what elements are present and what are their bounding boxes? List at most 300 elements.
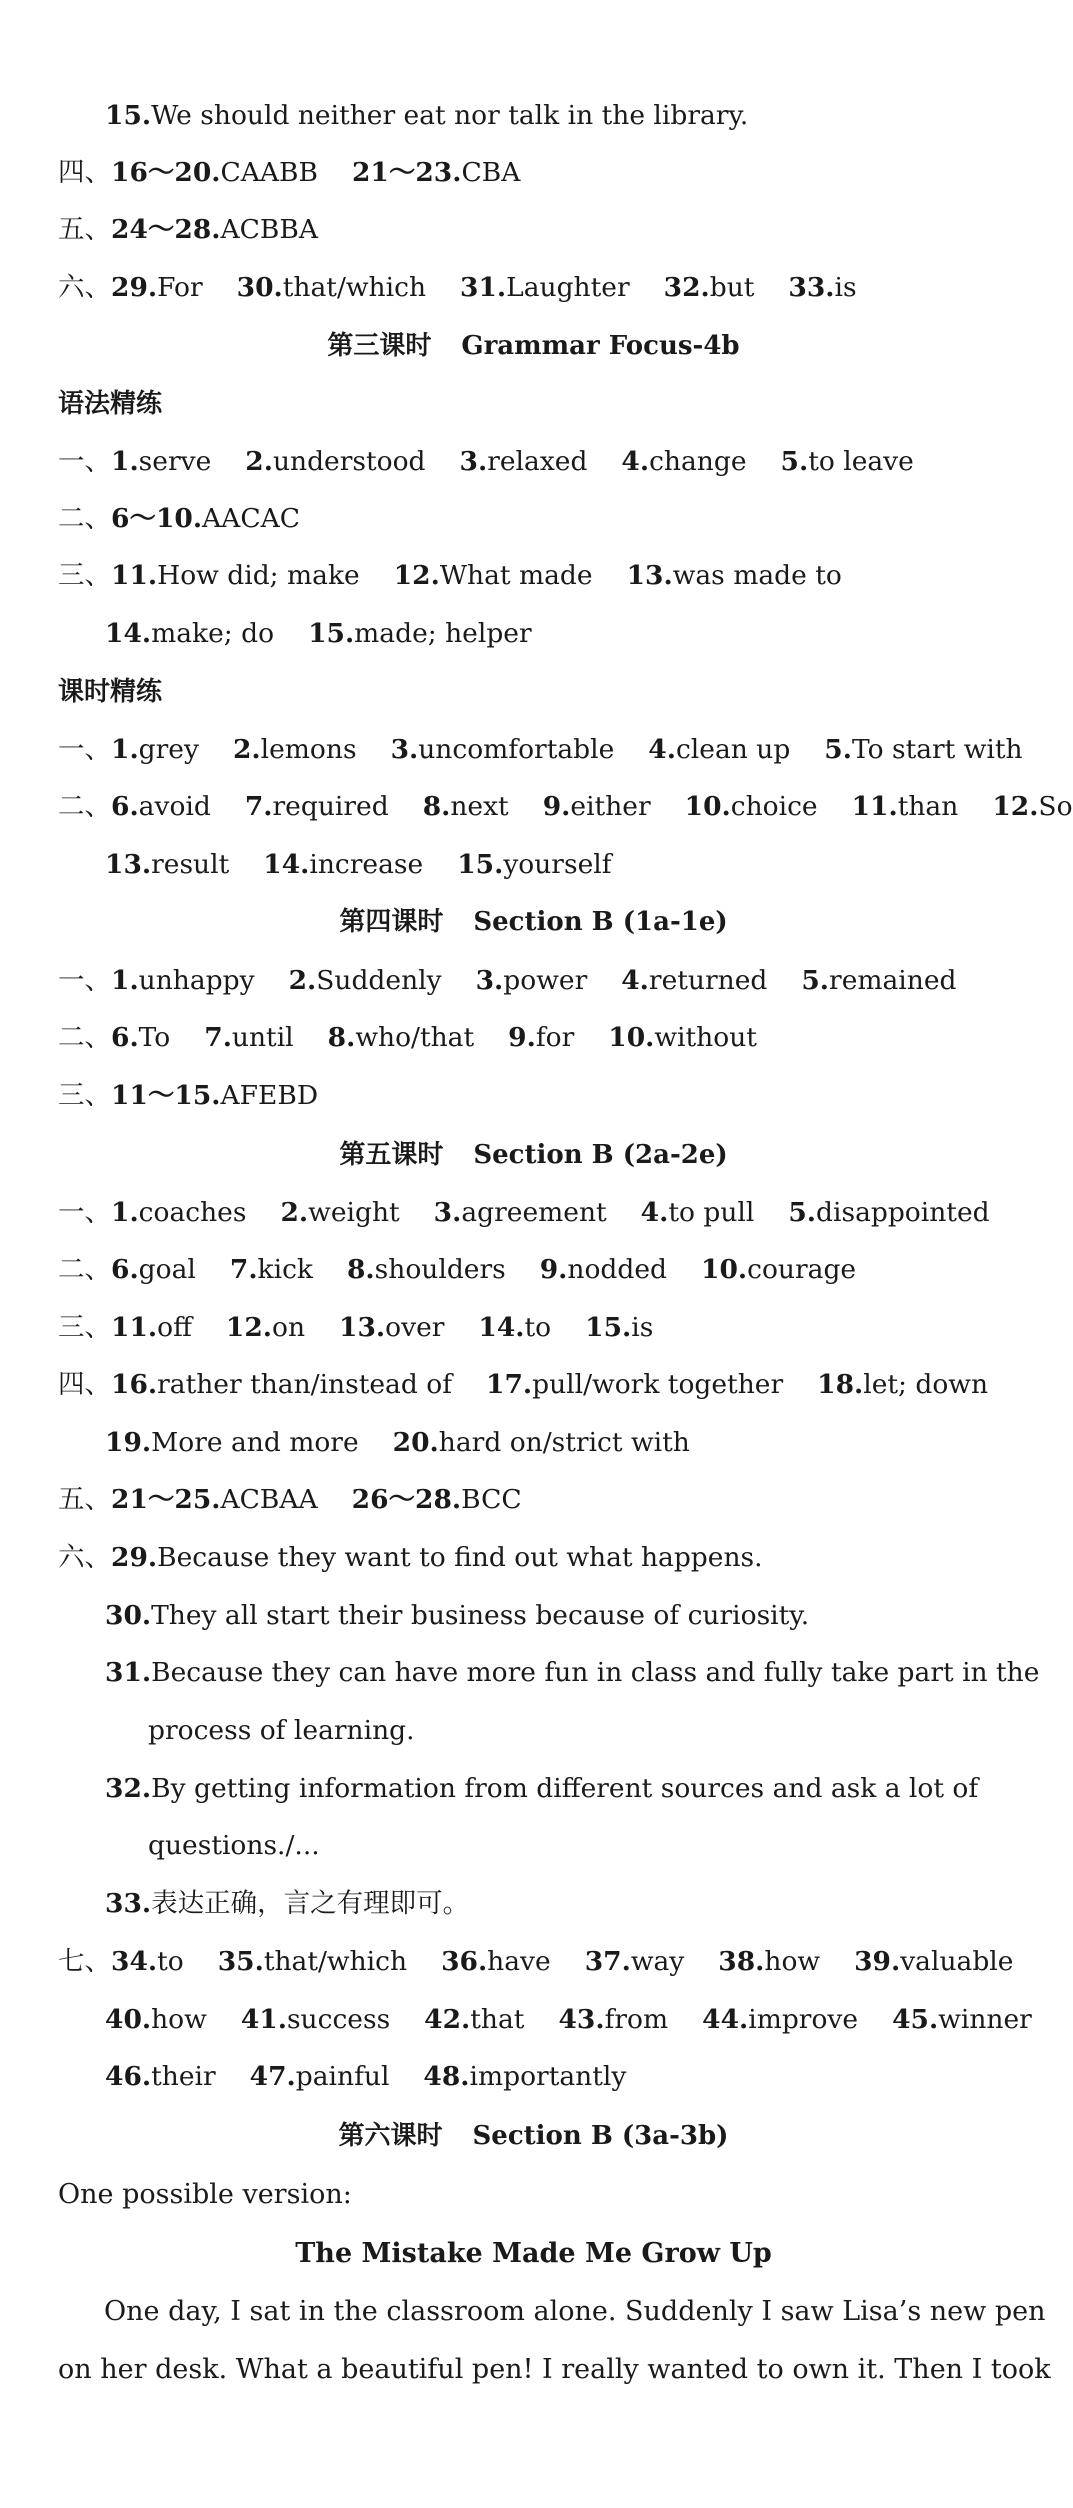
- question-number: 29.: [111, 1542, 158, 1573]
- answer-line: [105, 2059, 626, 2095]
- answer-item: [245, 791, 389, 822]
- question-number: 2.: [232, 734, 261, 765]
- answer-item: [111, 1484, 318, 1515]
- answer-text: off: [157, 1312, 192, 1343]
- question-number: 26～28.: [351, 1484, 462, 1515]
- answer-text: returned: [648, 965, 768, 996]
- answer-item: [424, 2004, 524, 2035]
- answer-item: [801, 965, 956, 996]
- question-number: 21～25.: [111, 1484, 221, 1515]
- answer-text: Because they want to find out what happens.: [157, 1542, 763, 1573]
- answer-item: [230, 1254, 313, 1285]
- answer-item: [289, 965, 442, 996]
- question-number: 11～15.: [111, 1080, 221, 1111]
- question-number: 39.: [854, 1946, 901, 1977]
- answer-line: [148, 1713, 415, 1749]
- answer-item: [391, 734, 615, 765]
- question-number: 10.: [684, 791, 731, 822]
- answer-text: way: [630, 1946, 685, 1977]
- part-label: 四、: [58, 1369, 111, 1400]
- question-number: 35.: [217, 1946, 264, 1977]
- answer-item: [585, 1946, 685, 1977]
- answer-text: nodded: [567, 1254, 668, 1285]
- question-number: 6.: [111, 1022, 139, 1053]
- answer-item: [241, 2004, 390, 2035]
- essay-intro: One possible version:: [58, 2179, 352, 2210]
- answer-line: [58, 1195, 990, 1231]
- question-number: 21～23.: [351, 157, 462, 188]
- question-number: 15.: [308, 618, 355, 649]
- answer-text: have: [487, 1946, 551, 1977]
- answer-line: [105, 1425, 690, 1461]
- answer-line: [58, 558, 842, 594]
- answer-text: pull/work together: [532, 1369, 784, 1400]
- answer-text: painful: [295, 2061, 390, 2092]
- question-number: 5.: [788, 1197, 817, 1228]
- answer-text: disappointed: [816, 1197, 990, 1228]
- question-number: 4.: [648, 734, 676, 765]
- answer-line: [58, 1367, 988, 1403]
- answer-text: Suddenly: [316, 965, 442, 996]
- part-label: 五、: [58, 1484, 111, 1515]
- answer-text: is: [631, 1312, 654, 1343]
- question-number: 30.: [236, 272, 283, 303]
- answer-item: [328, 1022, 474, 1053]
- answer-item: [233, 734, 357, 765]
- answer-item: [111, 272, 203, 303]
- answer-line: [58, 789, 1073, 825]
- answer-item: [280, 1197, 399, 1228]
- question-number: 9.: [539, 1254, 568, 1285]
- question-number: 6～10.: [111, 503, 203, 534]
- answer-line: [105, 1655, 1039, 1691]
- answer-text: but: [709, 272, 755, 303]
- answer-text: unhappy: [138, 965, 255, 996]
- answer-item: [543, 791, 651, 822]
- question-number: 11.: [851, 791, 898, 822]
- question-number: 1.: [111, 965, 139, 996]
- answer-text: More and more: [151, 1427, 359, 1458]
- question-number: 45.: [892, 2004, 939, 2035]
- answer-text: kick: [257, 1254, 313, 1285]
- question-number: 42.: [424, 2004, 471, 2035]
- part-label: 二、: [58, 791, 111, 822]
- answer-item: [226, 1312, 305, 1343]
- question-number: 15.: [457, 849, 504, 880]
- question-number: 30.: [105, 1600, 152, 1631]
- question-number: 32.: [105, 1773, 152, 1804]
- answer-item: [434, 1197, 607, 1228]
- answer-line: [58, 732, 1023, 768]
- answer-text: What made: [439, 560, 593, 591]
- question-number: 5.: [801, 965, 830, 996]
- answer-text: uncomfortable: [418, 734, 615, 765]
- answer-text: choice: [730, 791, 818, 822]
- answer-line: [105, 1598, 809, 1634]
- question-number: 40.: [105, 2004, 152, 2035]
- answer-text: improve: [748, 2004, 859, 2035]
- answer-text: let; down: [863, 1369, 989, 1400]
- answer-text: than: [897, 791, 959, 822]
- answer-item: [817, 1369, 988, 1400]
- answer-item: [441, 1946, 551, 1977]
- question-number: 12.: [992, 791, 1039, 822]
- question-number: 8.: [422, 791, 451, 822]
- answer-text: importantly: [469, 2061, 627, 2092]
- answer-item: [111, 157, 318, 188]
- answer-text: power: [503, 965, 588, 996]
- answer-item: [394, 560, 593, 591]
- section-label-lesson: 课时精练: [58, 677, 163, 707]
- answer-item: [854, 1946, 1013, 1977]
- question-number: 43.: [558, 2004, 605, 2035]
- lesson-heading: [0, 1137, 1067, 1173]
- answer-line: [105, 1771, 978, 1807]
- answer-item: [111, 1197, 246, 1228]
- answer-text: shoulders: [374, 1254, 506, 1285]
- part-label: 六、: [58, 1542, 111, 1573]
- answer-text: is: [834, 272, 857, 303]
- answer-item: [111, 503, 300, 534]
- answer-line: [58, 1020, 757, 1056]
- answer-text: their: [151, 2061, 216, 2092]
- answer-item: [347, 1254, 506, 1285]
- answer-item: [457, 849, 611, 880]
- answer-line: [105, 2002, 1032, 2038]
- answer-line: [58, 155, 520, 191]
- question-number: 13.: [626, 560, 673, 591]
- part-label: 四、: [58, 157, 111, 188]
- answer-text: How did; make: [157, 560, 360, 591]
- question-number: 8.: [327, 1022, 356, 1053]
- question-number: 46.: [105, 2061, 152, 2092]
- question-number: 8.: [346, 1254, 375, 1285]
- answer-item: [540, 1254, 667, 1285]
- answer-item: [263, 849, 423, 880]
- answer-text: that/which: [282, 272, 427, 303]
- answer-text: change: [649, 446, 747, 477]
- question-number: 10.: [608, 1022, 655, 1053]
- answer-item: [111, 791, 211, 822]
- part-label: 六、: [58, 272, 111, 303]
- question-number: 18.: [817, 1369, 864, 1400]
- question-number: 47.: [249, 2061, 296, 2092]
- question-number: 9.: [508, 1022, 536, 1053]
- answer-text: that/which: [263, 1946, 408, 1977]
- question-number: 11.: [111, 560, 158, 591]
- question-number: 2.: [288, 965, 317, 996]
- answer-item: [585, 1312, 653, 1343]
- answer-text: Laughter: [506, 272, 630, 303]
- answer-item: [111, 965, 255, 996]
- answer-text: By getting information from different sources and ask a lot of: [151, 1773, 979, 1804]
- answer-item: [105, 849, 229, 880]
- answer-text: grey: [138, 734, 199, 765]
- lesson-heading: [0, 2118, 1067, 2154]
- answer-line: [58, 212, 318, 248]
- question-number: 24～28.: [111, 214, 221, 245]
- question-number: 16～20.: [111, 157, 221, 188]
- question-number: 13.: [105, 849, 152, 880]
- answer-line: [58, 963, 957, 999]
- essay-line: on her desk. What a beautiful pen! I really wanted to own it. Then I took: [58, 2354, 1051, 2385]
- answer-text: AACAC: [202, 503, 301, 534]
- part-label: 二、: [58, 1254, 111, 1285]
- answer-item: [508, 1022, 574, 1053]
- answer-item: [992, 791, 1072, 822]
- answer-item: [105, 1657, 1039, 1688]
- answer-text: make; do: [151, 618, 275, 649]
- answer-text: They all start their business because of curiosity.: [151, 1600, 810, 1631]
- answer-item: [621, 965, 767, 996]
- question-number: 48.: [423, 2061, 470, 2092]
- question-number: 6.: [111, 1254, 139, 1285]
- answer-text: how: [764, 1946, 821, 1977]
- lesson-heading-zh: 第六课时: [338, 2121, 443, 2151]
- question-number: 3.: [475, 965, 504, 996]
- question-number: 33.: [105, 1888, 152, 1919]
- essay-title: The Mistake Made Me Grow Up: [295, 2238, 772, 2269]
- question-number: 2.: [280, 1197, 309, 1228]
- question-number: 7.: [204, 1022, 232, 1053]
- continuation-text: questions./...: [148, 1830, 320, 1861]
- answer-text: AFEBD: [220, 1080, 319, 1111]
- question-number: 1.: [111, 446, 139, 477]
- answer-item: [892, 2004, 1032, 2035]
- question-number: 32.: [663, 272, 710, 303]
- answer-text: rather than/instead of: [157, 1369, 452, 1400]
- answer-text: that: [470, 2004, 525, 2035]
- answer-text: understood: [272, 446, 426, 477]
- answer-text: To: [138, 1022, 171, 1053]
- answer-text: on: [272, 1312, 306, 1343]
- answer-item: [788, 1197, 989, 1228]
- answer-text: CBA: [461, 157, 521, 188]
- question-number: 20.: [392, 1427, 439, 1458]
- part-label: 二、: [58, 503, 111, 534]
- section-label-grammar: 语法精练: [58, 389, 163, 419]
- answer-text: required: [272, 791, 389, 822]
- answer-item: [718, 1946, 820, 1977]
- answer-text: next: [450, 791, 509, 822]
- lesson-heading-zh: 第五课时: [339, 1140, 444, 1170]
- answer-item: [702, 2004, 858, 2035]
- answer-item: [308, 618, 532, 649]
- question-number: 3.: [390, 734, 419, 765]
- answer-item: [352, 157, 520, 188]
- answer-item: [608, 1022, 757, 1053]
- part-label: 三、: [58, 560, 111, 591]
- answer-item: [393, 1427, 690, 1458]
- question-number: 1.: [111, 1197, 139, 1228]
- answer-item: [824, 734, 1022, 765]
- answer-item: [627, 560, 842, 591]
- question-number: 6.: [111, 791, 139, 822]
- answer-text: made; helper: [354, 618, 532, 649]
- answer-item: [423, 791, 509, 822]
- answer-text: until: [231, 1022, 294, 1053]
- answer-item: [641, 1197, 755, 1228]
- answer-item: [476, 965, 588, 996]
- question-number: 29.: [111, 272, 158, 303]
- answer-text: coaches: [138, 1197, 247, 1228]
- answer-item: [352, 1484, 522, 1515]
- answer-text: So: [1038, 791, 1073, 822]
- answer-item: [558, 2004, 668, 2035]
- answer-text: BCC: [461, 1484, 522, 1515]
- question-number: 13.: [339, 1312, 386, 1343]
- question-number: 41.: [240, 2004, 287, 2035]
- question-number: 36.: [441, 1946, 488, 1977]
- answer-text: lemons: [260, 734, 357, 765]
- answer-item: [105, 2004, 207, 2035]
- answer-item: [111, 1080, 318, 1111]
- part-label: 七、: [58, 1946, 111, 1977]
- question-number: 1.: [111, 734, 139, 765]
- answer-item: [105, 1888, 469, 1919]
- answer-line: [105, 1886, 469, 1922]
- answer-text: hard on/strict with: [438, 1427, 690, 1458]
- answer-text: relaxed: [487, 446, 588, 477]
- question-number: 15.: [105, 100, 152, 131]
- answer-line: [58, 444, 914, 480]
- answer-text: from: [604, 2004, 669, 2035]
- answer-item: [111, 560, 360, 591]
- answer-item: [111, 1022, 170, 1053]
- answer-line: [58, 1482, 522, 1518]
- answer-item: [105, 618, 274, 649]
- answer-line: [58, 1540, 763, 1576]
- answer-item: [105, 2061, 216, 2092]
- question-number: 12.: [393, 560, 440, 591]
- answer-text: ACBBA: [220, 214, 318, 245]
- question-number: 7.: [229, 1254, 258, 1285]
- question-number: 5.: [824, 734, 852, 765]
- part-label: 一、: [58, 965, 111, 996]
- answer-text: agreement: [461, 1197, 607, 1228]
- part-label: 三、: [58, 1080, 111, 1111]
- continuation-text: process of learning.: [148, 1715, 415, 1746]
- answer-line: [58, 501, 300, 537]
- answer-item: [237, 272, 426, 303]
- answer-line: [58, 1078, 318, 1114]
- answer-line: [58, 270, 857, 306]
- answer-text: without: [654, 1022, 757, 1053]
- question-number: 4.: [640, 1197, 669, 1228]
- answer-item: [460, 446, 588, 477]
- answer-text: 表达正确，言之有理即可。: [151, 1888, 470, 1919]
- question-number: 38.: [718, 1946, 765, 1977]
- lesson-heading: [0, 904, 1067, 940]
- part-label: 二、: [58, 1022, 111, 1053]
- answer-item: [111, 1369, 452, 1400]
- answer-text: to: [157, 1946, 184, 1977]
- answer-line: [148, 1828, 320, 1864]
- question-number: 16.: [111, 1369, 158, 1400]
- answer-item: [852, 791, 959, 822]
- answer-item: [204, 1022, 293, 1053]
- answer-item: [111, 1542, 763, 1573]
- question-number: 7.: [244, 791, 273, 822]
- answer-item: [621, 446, 746, 477]
- answer-item: [460, 272, 630, 303]
- answer-text: serve: [138, 446, 212, 477]
- question-number: 14.: [105, 618, 152, 649]
- essay-line: One day, I sat in the classroom alone. Suddenly I saw Lisa’s new pen: [104, 2296, 1046, 2327]
- answer-text: remained: [829, 965, 957, 996]
- answer-item: [339, 1312, 444, 1343]
- answer-text: weight: [308, 1197, 400, 1228]
- answer-text: valuable: [900, 1946, 1014, 1977]
- answer-text: CAABB: [220, 157, 318, 188]
- answer-text: ACBAA: [220, 1484, 318, 1515]
- answer-text: To start with: [851, 734, 1023, 765]
- question-number: 33.: [788, 272, 835, 303]
- part-label: 一、: [58, 446, 111, 477]
- answer-item: [685, 791, 818, 822]
- answer-text: For: [157, 272, 203, 303]
- lesson-heading-zh: 第三课时: [327, 331, 432, 361]
- question-number: 11.: [111, 1312, 158, 1343]
- question-number: 3.: [433, 1197, 462, 1228]
- answer-text: goal: [138, 1254, 196, 1285]
- answer-item: [111, 1254, 196, 1285]
- answer-item: [664, 272, 755, 303]
- lesson-heading: [0, 328, 1067, 364]
- question-number: 15.: [585, 1312, 632, 1343]
- answer-text: Because they can have more fun in class and fully take part in the: [151, 1657, 1040, 1688]
- question-number: 3.: [459, 446, 488, 477]
- question-number: 12.: [225, 1312, 272, 1343]
- answer-item: [105, 1427, 359, 1458]
- answer-item: [648, 734, 790, 765]
- answer-line: [58, 1944, 1013, 1980]
- answer-text: winner: [938, 2004, 1032, 2035]
- answer-line: [105, 98, 748, 134]
- question-number: 14.: [478, 1312, 525, 1343]
- question-number: 4.: [621, 446, 650, 477]
- answer-item: [245, 446, 425, 477]
- answer-text: avoid: [138, 791, 211, 822]
- question-number: 19.: [105, 1427, 152, 1458]
- question-number: 37.: [584, 1946, 631, 1977]
- answer-line: [105, 847, 612, 883]
- lesson-heading-en: Grammar Focus-4b: [461, 331, 740, 361]
- answer-item: [105, 100, 748, 131]
- answer-text: over: [385, 1312, 445, 1343]
- answer-text: increase: [309, 849, 424, 880]
- answer-item: [486, 1369, 783, 1400]
- lesson-heading-zh: 第四课时: [339, 907, 444, 937]
- answer-item: [218, 1946, 407, 1977]
- answer-text: courage: [747, 1254, 857, 1285]
- answer-text: to: [524, 1312, 552, 1343]
- question-number: 17.: [486, 1369, 533, 1400]
- answer-item: [111, 1946, 184, 1977]
- question-number: 4.: [621, 965, 649, 996]
- answer-item: [250, 2061, 390, 2092]
- answer-item: [478, 1312, 551, 1343]
- answer-line: [58, 1252, 856, 1288]
- answer-item: [105, 1600, 809, 1631]
- answer-item: [788, 272, 856, 303]
- answer-text: result: [151, 849, 230, 880]
- question-number: 31.: [460, 272, 507, 303]
- answer-text: to leave: [808, 446, 914, 477]
- lesson-heading-en: Section B (3a-3b): [472, 2121, 729, 2151]
- answer-text: to pull: [668, 1197, 755, 1228]
- answer-item: [781, 446, 914, 477]
